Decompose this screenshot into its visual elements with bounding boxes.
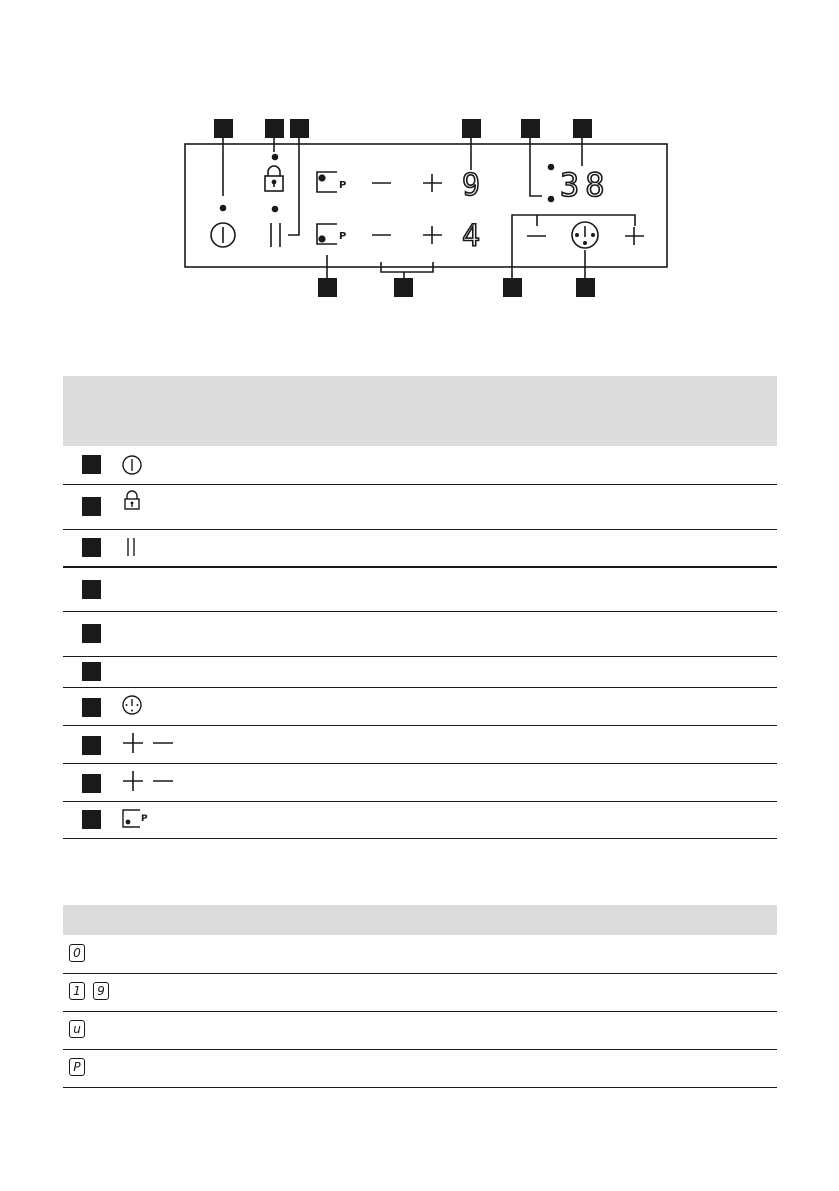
powerslide-icon[interactable] — [317, 224, 346, 244]
callout-marker — [462, 119, 481, 138]
lock-icon[interactable] — [265, 166, 283, 191]
row-number-marker — [82, 455, 101, 474]
control-panel-diagram — [0, 0, 839, 320]
svg-text:P: P — [339, 231, 347, 242]
display-digit: 1 — [69, 982, 85, 1000]
table-row — [63, 1011, 777, 1050]
panel-frame — [185, 144, 667, 267]
callout-marker — [503, 278, 522, 297]
powerslide-icon — [121, 808, 151, 830]
plus-minus-icon — [121, 732, 177, 754]
display-digit: P — [69, 1058, 85, 1076]
callout-marker — [573, 119, 592, 138]
displays-table — [63, 905, 777, 1089]
svg-text:P: P — [339, 180, 347, 191]
timer-icon[interactable] — [572, 222, 598, 248]
row-number-marker — [82, 497, 101, 516]
row-number-marker — [82, 538, 101, 557]
table-row — [63, 568, 777, 612]
row-number-marker — [82, 662, 101, 681]
callout-marker — [394, 278, 413, 297]
display-digit: 0 — [69, 944, 85, 962]
display-symbol — [69, 982, 109, 1000]
lock-icon — [121, 489, 143, 511]
callout-marker — [290, 119, 309, 138]
table-row — [63, 529, 777, 568]
table-row — [63, 1049, 777, 1088]
table-row — [63, 935, 777, 974]
row-number-marker — [82, 736, 101, 755]
power-icon[interactable] — [211, 223, 235, 247]
display-symbol — [69, 944, 85, 962]
row-number-marker — [82, 624, 101, 643]
display-digit: 9 — [93, 982, 109, 1000]
table-row — [63, 611, 777, 657]
timer-icon — [121, 694, 143, 716]
callout-marker — [265, 119, 284, 138]
table-row — [63, 484, 777, 530]
table-row — [63, 687, 777, 726]
power-icon — [121, 454, 143, 476]
pause-icon — [121, 536, 143, 558]
plus-icon[interactable] — [423, 174, 442, 192]
controls-table — [63, 376, 777, 840]
table-row — [63, 763, 777, 802]
row-number-marker — [82, 698, 101, 717]
plus-icon[interactable] — [625, 227, 644, 245]
callout-marker — [576, 278, 595, 297]
pause-icon[interactable] — [271, 223, 280, 247]
top-zone-display: 9 — [462, 168, 481, 203]
table-header — [63, 905, 777, 935]
timer-display: 38 — [560, 166, 611, 204]
table-header — [63, 376, 777, 446]
callout-marker — [521, 119, 540, 138]
callout-marker — [214, 119, 233, 138]
table-row — [63, 725, 777, 764]
powerslide-icon[interactable] — [317, 172, 346, 192]
table-row — [63, 801, 777, 839]
row-number-marker — [82, 810, 101, 829]
plus-icon[interactable] — [423, 226, 442, 244]
callout-marker — [318, 278, 337, 297]
bottom-zone-display: 4 — [462, 219, 481, 254]
row-number-marker — [82, 774, 101, 793]
display-digit: u — [69, 1020, 85, 1038]
display-symbol — [69, 1058, 85, 1076]
svg-text:P: P — [141, 814, 148, 824]
row-number-marker — [82, 580, 101, 599]
table-row — [63, 656, 777, 688]
display-symbol — [69, 1020, 85, 1038]
plus-minus-icon — [121, 770, 177, 792]
table-row — [63, 973, 777, 1012]
table-row — [63, 446, 777, 485]
